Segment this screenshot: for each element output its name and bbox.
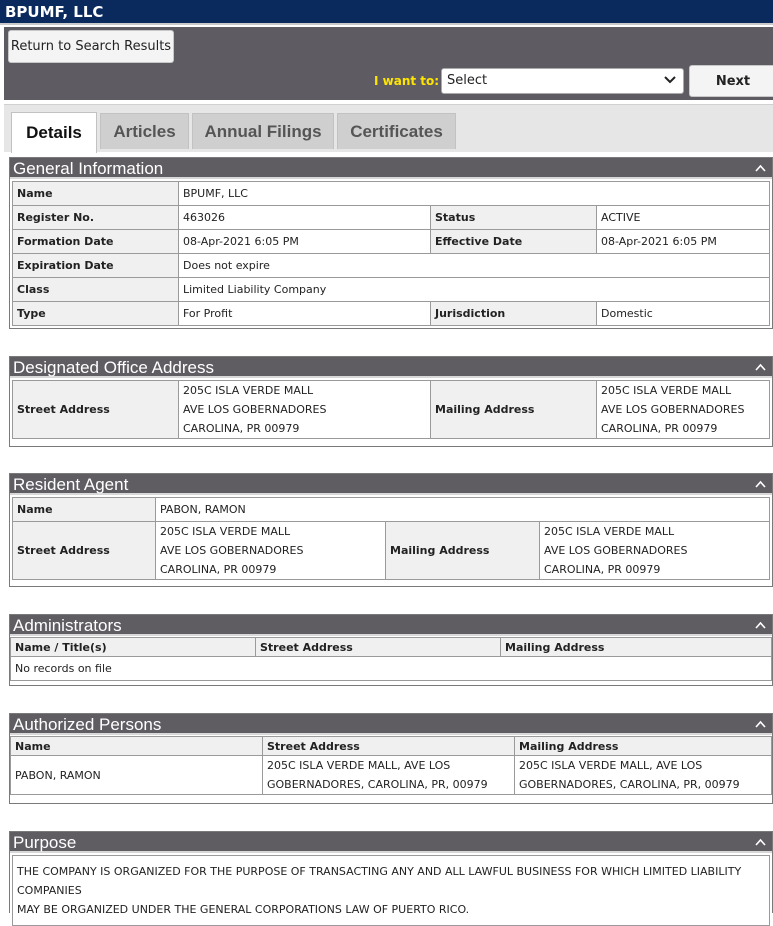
chevron-up-icon[interactable] (755, 164, 766, 172)
person-name: PABON, RAMON (11, 756, 263, 795)
register-label: Register No. (13, 206, 179, 230)
type-value: For Profit (179, 302, 431, 326)
chevron-up-icon[interactable] (755, 621, 766, 629)
section-title: Resident Agent (13, 475, 129, 494)
column-header: Name (11, 737, 263, 756)
column-header: Street Address (263, 737, 515, 756)
section-title: Purpose (13, 833, 77, 852)
tab-articles[interactable]: Articles (100, 113, 189, 149)
effective-date-label: Effective Date (431, 230, 597, 254)
class-value: Limited Liability Company (179, 278, 770, 302)
tab-details[interactable]: Details (11, 112, 97, 153)
chevron-up-icon[interactable] (755, 363, 766, 371)
section-header (10, 714, 772, 735)
street-address-value: 205C ISLA VERDE MALL AVE LOS GOBERNADORES CAROLINA, PR 00979 (179, 381, 431, 439)
section-title: Authorized Persons (13, 715, 162, 734)
column-header: Mailing Address (515, 737, 772, 756)
section-header (10, 158, 772, 179)
mailing-address-label: Mailing Address (386, 522, 540, 580)
jurisdiction-value: Domestic (597, 302, 770, 326)
administrators-section (9, 614, 773, 686)
section-header (10, 357, 772, 378)
name-label: Name (13, 182, 179, 206)
mailing-address-label: Mailing Address (431, 381, 597, 439)
i-want-to-label: I want to: (374, 74, 440, 88)
street-address-label: Street Address (13, 381, 179, 439)
column-header: Street Address (256, 638, 501, 657)
effective-date-value: 08-Apr-2021 6:05 PM (597, 230, 770, 254)
purpose-section (9, 831, 773, 916)
status-label: Status (431, 206, 597, 230)
action-select[interactable] (441, 68, 684, 94)
tab-annual-filings[interactable]: Annual Filings (192, 113, 334, 149)
section-title: Designated Office Address (13, 358, 214, 377)
formation-date-label: Formation Date (13, 230, 179, 254)
name-value: BPUMF, LLC (179, 182, 770, 206)
register-value: 463026 (179, 206, 431, 230)
tab-certificates[interactable]: Certificates (337, 113, 456, 149)
next-button[interactable]: Next (689, 65, 773, 97)
section-title: General Information (13, 159, 164, 178)
status-value: ACTIVE (597, 206, 770, 230)
return-to-search-button[interactable]: Return to Search Results (8, 30, 174, 63)
street-address-label: Street Address (13, 522, 156, 580)
purpose-text: THE COMPANY IS ORGANIZED FOR THE PURPOSE OF TRANSACTING ANY AND ALL LAWFUL BUSINESS FOR WHICH LIMITED LIABILITY COMPANIES MAY BE ORGANIZED UNDER THE GENERAL CORPORATIONS LAW OF PUERTO RICO. (12, 855, 770, 926)
empty-records-text: No records on file (11, 657, 772, 681)
tab-bar (4, 104, 773, 152)
person-street-address: 205C ISLA VERDE MALL, AVE LOS GOBERNADORES, CAROLINA, PR, 00979 (263, 756, 515, 795)
agent-name-label: Name (13, 498, 156, 522)
expiration-date-label: Expiration Date (13, 254, 179, 278)
authorized-persons-section (9, 713, 773, 804)
expiration-date-value: Does not expire (179, 254, 770, 278)
entity-title: BPUMF, LLC (0, 0, 773, 25)
action-select-value: Select (447, 73, 488, 88)
section-header (10, 474, 772, 495)
section-header (10, 615, 772, 636)
general-information-section (9, 157, 773, 329)
chevron-up-icon[interactable] (755, 720, 766, 728)
chevron-up-icon[interactable] (755, 480, 766, 488)
agent-name-value: PABON, RAMON (156, 498, 770, 522)
chevron-up-icon[interactable] (755, 838, 766, 846)
designated-office-section (9, 356, 773, 447)
chevron-down-icon (664, 73, 676, 87)
street-address-value: 205C ISLA VERDE MALL AVE LOS GOBERNADORES CAROLINA, PR 00979 (156, 522, 386, 580)
toolbar (4, 27, 773, 100)
formation-date-value: 08-Apr-2021 6:05 PM (179, 230, 431, 254)
table-row (11, 756, 772, 795)
person-mailing-address: 205C ISLA VERDE MALL, AVE LOS GOBERNADORES, CAROLINA, PR, 00979 (515, 756, 772, 795)
column-header: Mailing Address (501, 638, 772, 657)
mailing-address-value: 205C ISLA VERDE MALL AVE LOS GOBERNADORES CAROLINA, PR 00979 (540, 522, 770, 580)
section-title: Administrators (13, 616, 122, 635)
column-header: Name / Title(s) (11, 638, 256, 657)
class-label: Class (13, 278, 179, 302)
type-label: Type (13, 302, 179, 326)
jurisdiction-label: Jurisdiction (431, 302, 597, 326)
resident-agent-section (9, 473, 773, 587)
section-header (10, 832, 772, 853)
mailing-address-value: 205C ISLA VERDE MALL AVE LOS GOBERNADORES CAROLINA, PR 00979 (597, 381, 770, 439)
